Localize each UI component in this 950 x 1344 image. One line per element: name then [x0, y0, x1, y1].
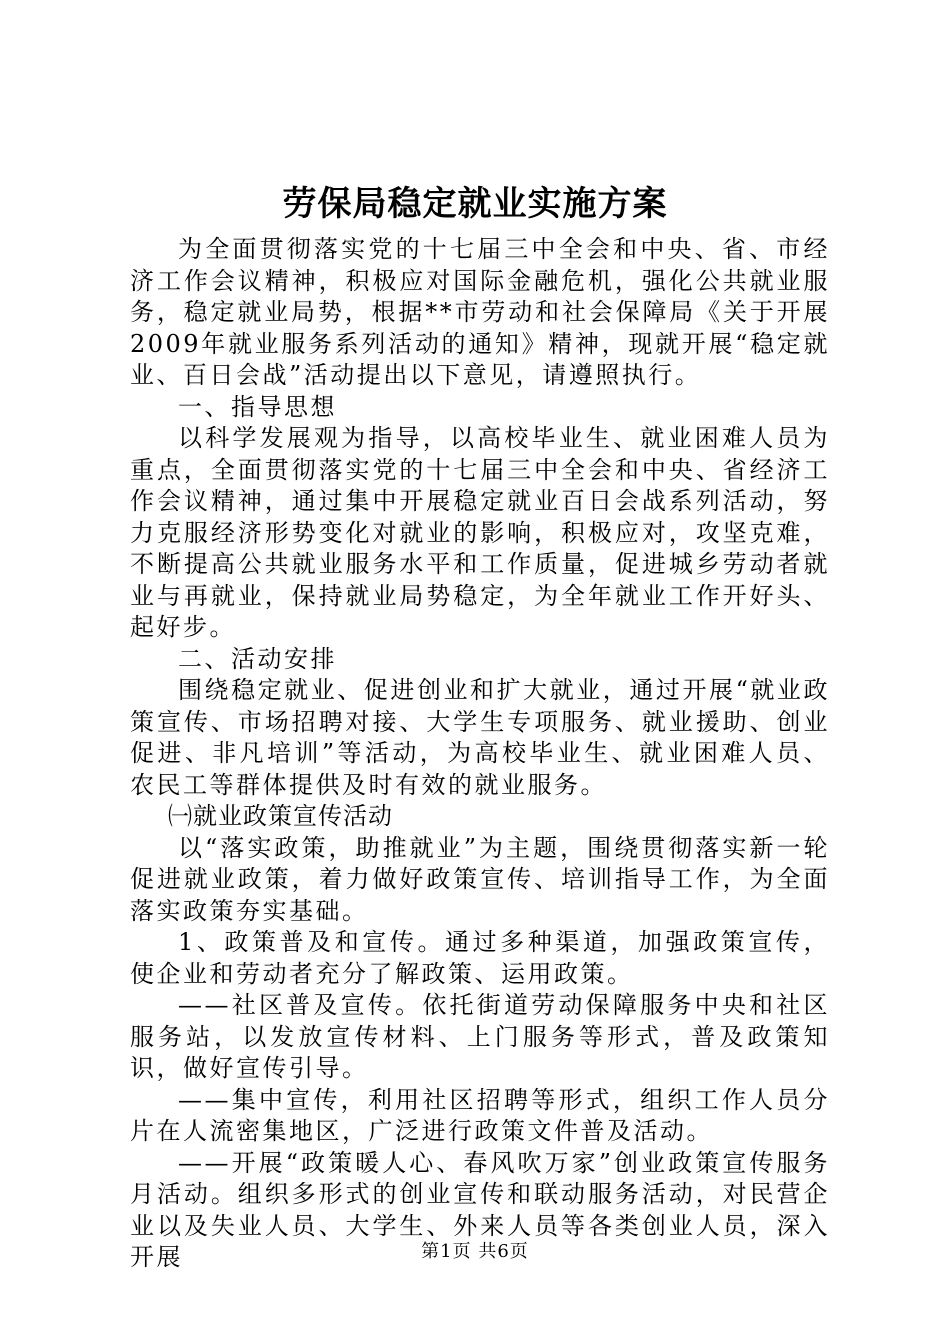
page-number-footer: 第1页 共6页 — [421, 1241, 529, 1262]
paragraph-policy-publicity: 以“落实政策，助推就业”为主题，围绕贯彻落实新一轮促进就业政策，着力做好政策宣传、培训指导工作，为全面落实政策夯实基础。 — [130, 833, 830, 925]
paragraph-community-publicity: ——社区普及宣传。依托街道劳动保障服务中央和社区服务站，以发放宣传材料、上门服务等形式，普及政策知识，做好宣传引导。 — [130, 991, 830, 1082]
paragraph-policy-popularization: 1、政策普及和宣传。通过多种渠道，加强政策宣传，使企业和劳动者充分了解政策、运用政策。 — [130, 928, 830, 988]
section-heading-activity-arrangement: 二、活动安排 — [178, 644, 337, 673]
paragraph-intro: 为全面贯彻落实党的十七届三中全会和中央、省、市经济工作会议精神，积极应对国际金融危机，强化公共就业服务，稳定就业局势，根据**市劳动和社会保障局《关于开展2009年就业服务系列活动的通知》精神，现就开展“稳定就业、百日会战”活动提出以下意见，请遵照执行。 — [130, 235, 830, 389]
document-body — [130, 234, 830, 1274]
section-heading-guiding-thought: 一、指导思想 — [178, 392, 337, 421]
document-title: 劳保局稳定就业实施方案 — [282, 184, 668, 224]
paragraph-guiding-thought: 以科学发展观为指导，以高校毕业生、就业困难人员为重点，全面贯彻落实党的十七届三中全会和中央、省经济工作会议精神，通过集中开展稳定就业百日会战系列活动，努力克服经济形势变化对就业的影响，积极应对，攻坚克难，不断提高公共就业服务水平和工作质量，促进城乡劳动者就业与再就业，保持就业局势稳定，为全年就业工作开好头、起好步。 — [130, 424, 830, 641]
subsection-heading-policy-publicity: ㈠就业政策宣传活动 — [168, 802, 393, 830]
paragraph-activity-arrangement: 围绕稳定就业、促进创业和扩大就业，通过开展“就业政策宣传、市场招聘对接、大学生专项服务、就业援助、创业促进、非凡培训”等活动，为高校毕业生、就业困难人员、农民工等群体提供及时有效的就业服务。 — [130, 676, 830, 799]
paragraph-centralized-publicity: ——集中宣传，利用社区招聘等形式，组织工作人员分片在人流密集地区，广泛进行政策文件普及活动。 — [130, 1085, 830, 1145]
paragraph-spring-breeze-campaign: ——开展“政策暖人心、春风吹万家”创业政策宣传服务月活动。组织多形式的创业宣传和联动服务活动，对民营企业以及失业人员、大学生、外来人员等各类创业人员，深入开展 — [130, 1148, 830, 1271]
